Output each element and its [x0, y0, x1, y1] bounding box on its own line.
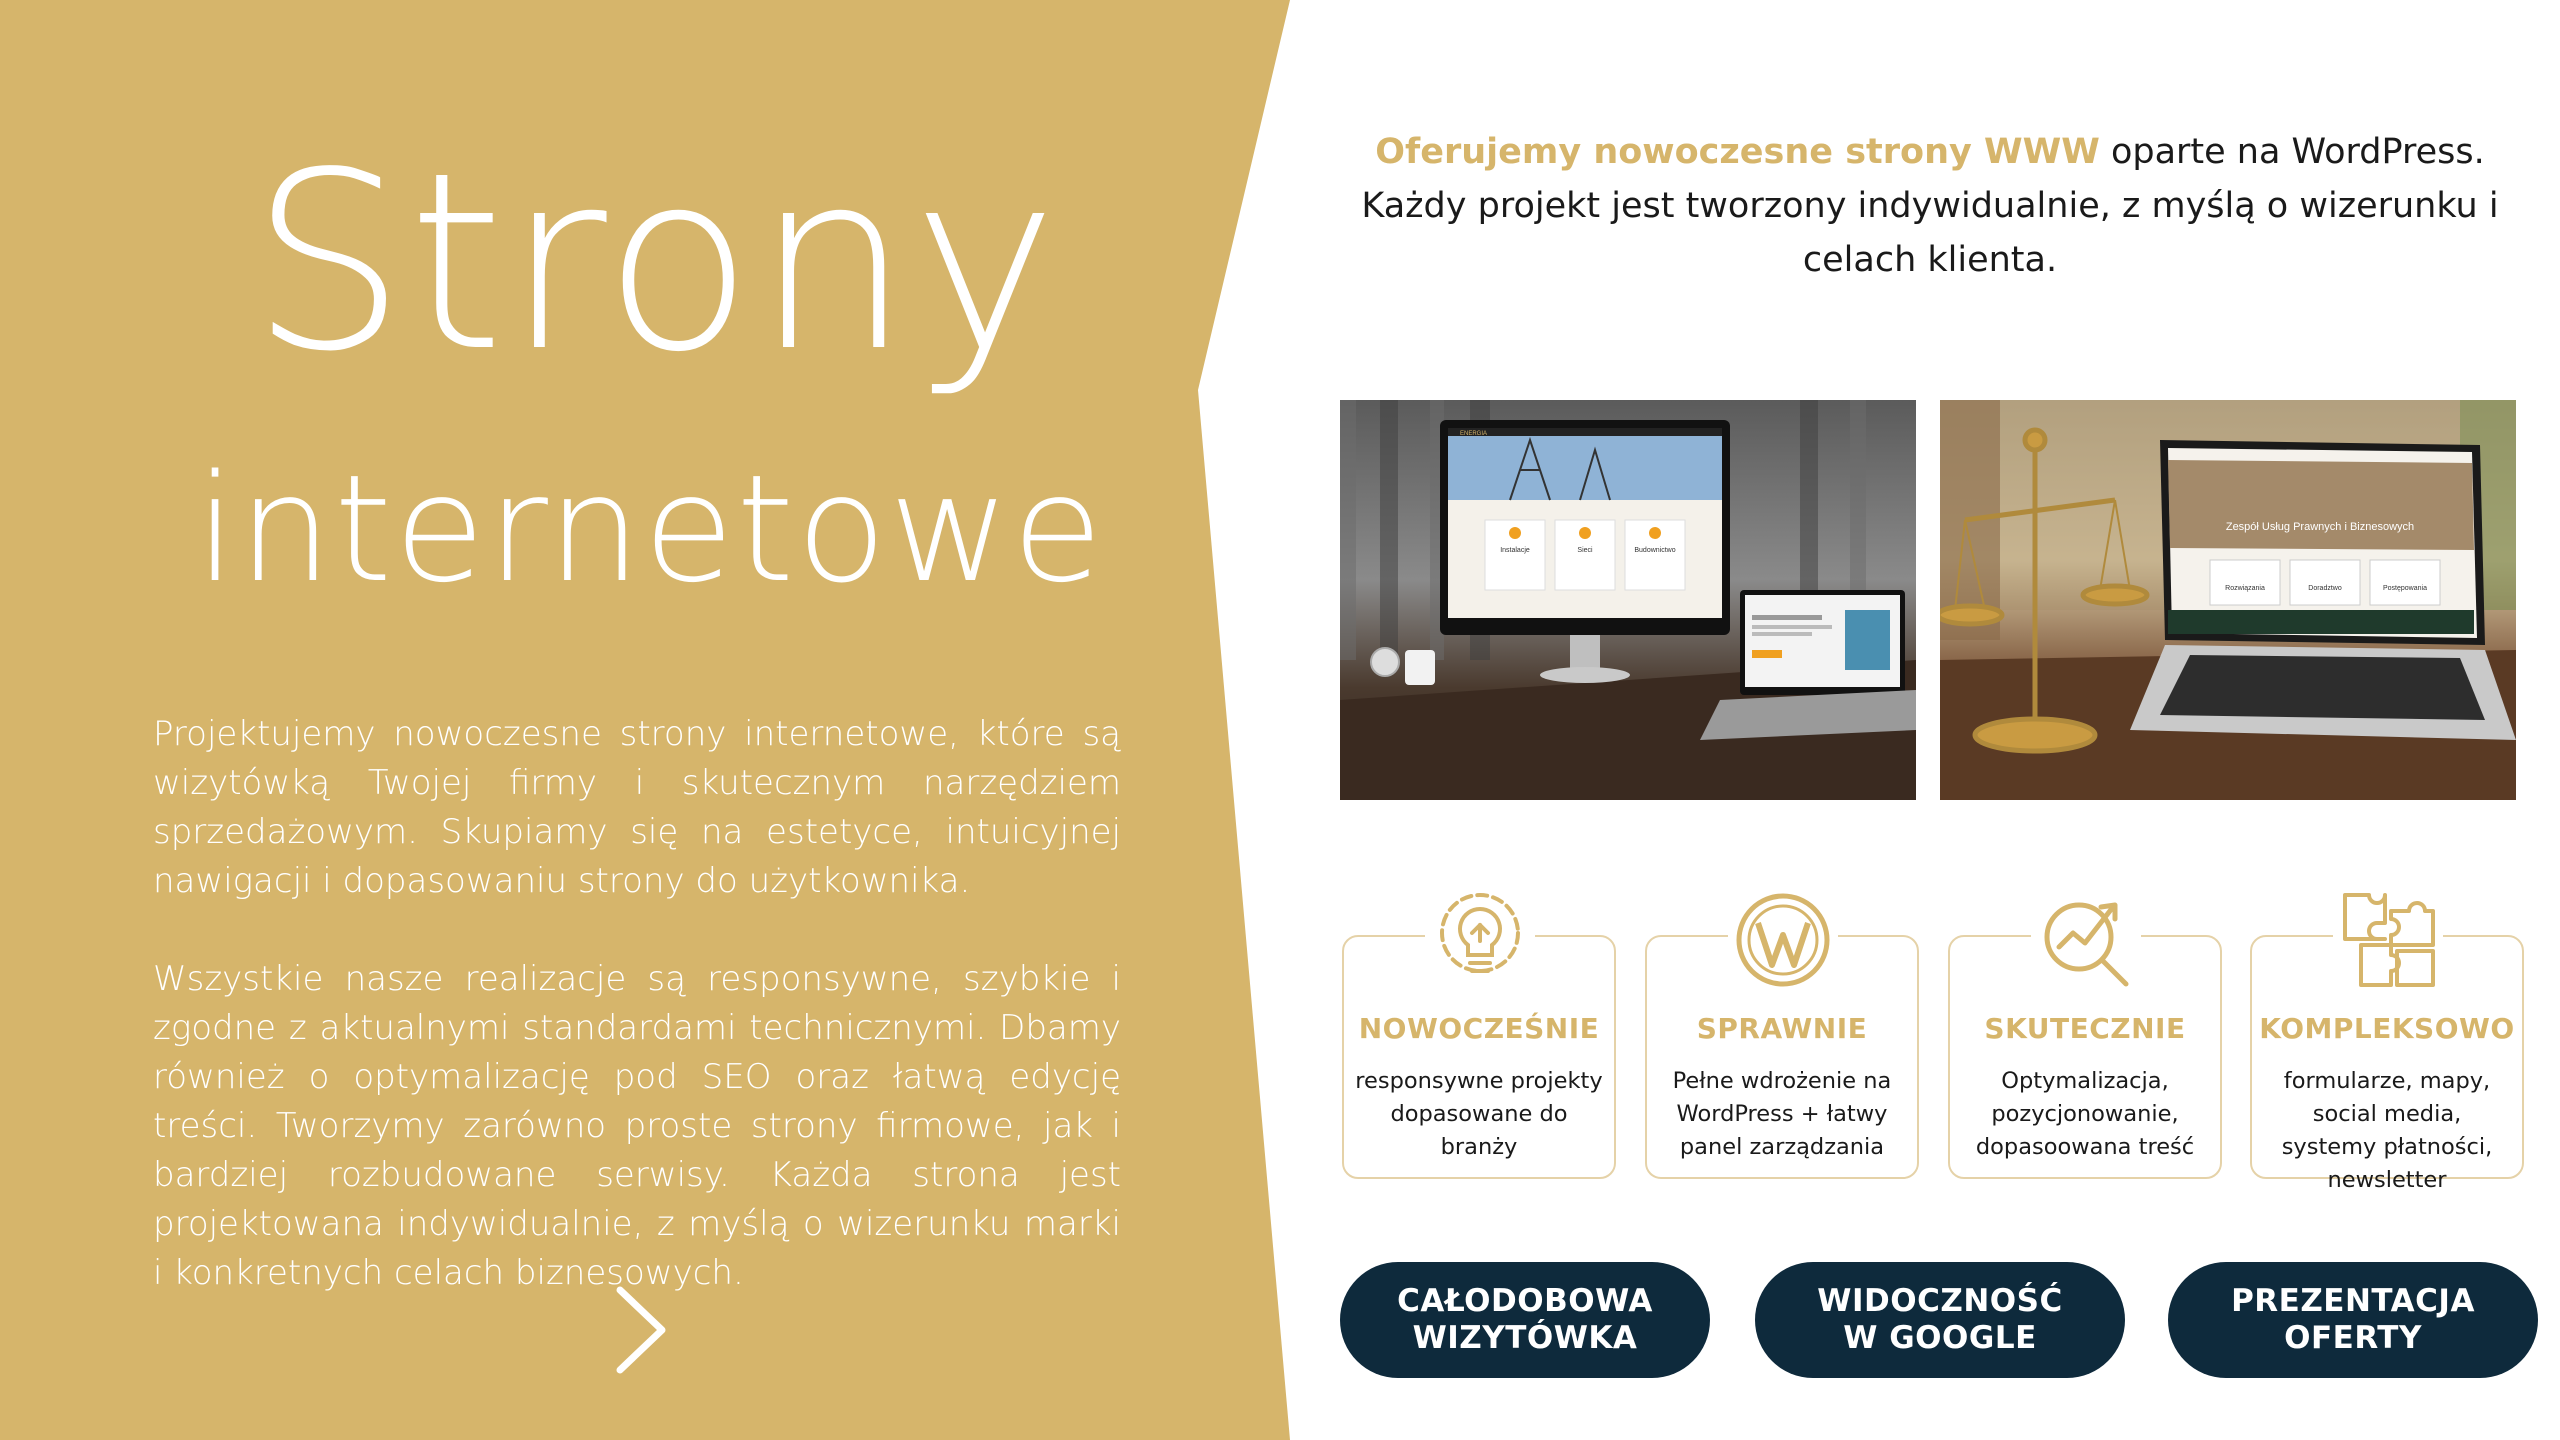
hero-paragraph-2: Wszystkie nasze realizacje są responsywne, szybkie i zgodne z aktualnymi standardami technicznymi. Dbamy również o optymalizację pod SEO oraz łatwą edycję treści. Tworzymy zarówno proste strony firmowe, jak i bardziej rozbudowane serwisy. Każda strona jest projektowana indywidualnie, z myślą o wizerunku marki i konkretnych celach biznesowych.	[153, 959, 1121, 1293]
calodobowa-wizytowka-button[interactable]	[1340, 1262, 1710, 1378]
mockup-law-hero: Zespół Usług Prawnych i Biznesowych	[2225, 521, 2415, 533]
button-line-1: WIDOCZNOŚĆ	[1817, 1283, 2063, 1319]
button-line-1: PREZENTACJA	[2231, 1283, 2475, 1319]
button-line-2: WIZYTÓWKA	[1412, 1320, 1638, 1356]
portfolio-image-energy	[1340, 400, 1916, 800]
mockup-card-3: Budownictwo	[1634, 547, 1676, 554]
wordpress-icon	[1728, 885, 1838, 995]
intro-text	[1330, 125, 2530, 287]
next-arrow-button[interactable]	[600, 1280, 680, 1380]
feature-title: SKUTECZNIE	[1984, 1012, 2186, 1045]
lightbulb-gear-icon	[1425, 885, 1535, 995]
intro-highlight: Oferujemy nowoczesne strony WWW	[1375, 132, 2100, 172]
widocznosc-w-google-button[interactable]	[1755, 1262, 2125, 1378]
button-line-2: OFERTY	[2284, 1320, 2422, 1356]
feature-title: SPRAWNIE	[1696, 1012, 1868, 1045]
chevron-right-icon	[600, 1280, 680, 1380]
puzzle-icon	[2333, 885, 2443, 995]
mockup-law-card-3: Postępowania	[2383, 585, 2427, 592]
feature-text: Optymalizacja, pozycjonowanie, dopasoowana treść	[1975, 1068, 2195, 1160]
feature-title: NOWOCZEŚNIE	[1358, 1012, 1600, 1045]
prezentacja-oferty-button[interactable]	[2168, 1262, 2538, 1378]
intro-rest: oparte na WordPress. Każdy projekt jest tworzony indywidualnie, z myślą o wizerunku i celach klienta.	[1361, 132, 2499, 280]
feature-text: responsywne projekty dopasowane do branży	[1355, 1068, 1603, 1160]
hero-title-internetowe: internetowe	[195, 443, 1105, 615]
mockup-card-2: Sieci	[1577, 547, 1593, 554]
feature-text: formularze, mapy, social media, systemy płatności, newsletter	[2281, 1068, 2493, 1193]
feature-text: Pełne wdrożenie na WordPress + łatwy panel zarządzania	[1672, 1068, 1892, 1160]
mockup-law-card-2: Doradztwo	[2308, 585, 2342, 592]
button-line-1: CAŁODOBOWA	[1397, 1283, 1653, 1319]
button-line-2: W GOOGLE	[1843, 1320, 2037, 1356]
hero-paragraph-1: Projektujemy nowoczesne strony internetowe, które są wizytówką Twojej firmy i skutecznym narzędziem sprzedażowym. Skupiamy się na estetyce, intuicyjnej nawigacji i dopasowaniu strony do użytkownika.	[153, 714, 1121, 901]
growth-chart-icon	[2031, 885, 2141, 995]
hero-title-strony: Strony	[250, 120, 1060, 405]
feature-title: KOMPLEKSOWO	[2259, 1012, 2515, 1045]
mockup-site-title: ENERGIA	[1460, 431, 1488, 437]
mockup-law-card-1: Rozwiązania	[2225, 585, 2265, 592]
portfolio-image-law	[1940, 400, 2516, 800]
mockup-card-1: Instalacje	[1500, 547, 1530, 554]
